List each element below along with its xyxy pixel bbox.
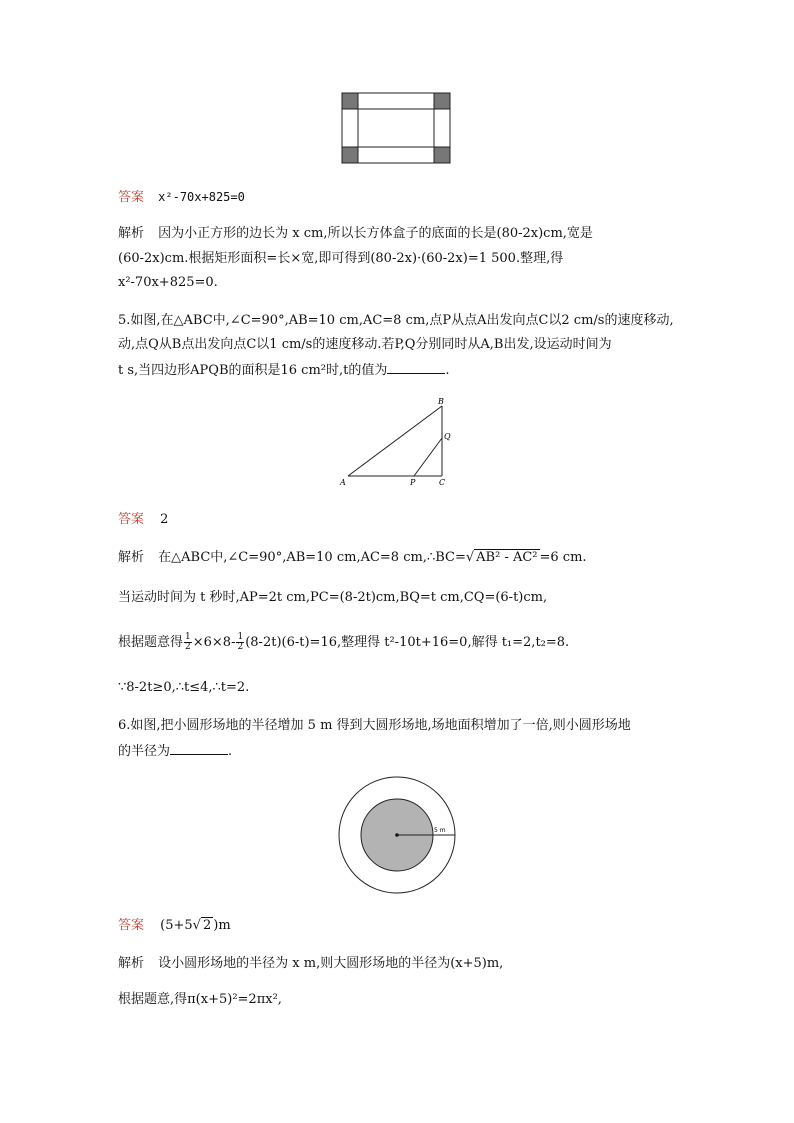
line3-c: (8-2t)(6-t)=16,整理得 t²-10t+16=0,解得 t₁=2,t₂=8. [245, 635, 570, 650]
answer-label: 答案 [118, 918, 145, 933]
sqrt-sign: √ [192, 918, 201, 933]
answer-sqrt: 2 [202, 918, 212, 933]
circles-figure [336, 774, 460, 898]
q5-answer [118, 512, 168, 528]
jiexi-text: 因为小正方形的边长为 x cm,所以长方体盒子的底面的长是(80-2x)cm,宽是 [158, 226, 593, 241]
jiexi-text-a: 在△ABC中,∠C=90°,AB=10 cm,AC=8 cm,∴BC= [158, 550, 466, 565]
stem-text: t s,当四边形APQB的面积是16 cm²时,t的值为 [118, 363, 388, 378]
box-net-figure [340, 92, 454, 166]
radius-label: 5 m [434, 827, 446, 834]
q5-stem-line1: 5.如图,在△ABC中,∠C=90°,AB=10 cm,AC=8 cm,点P从点A出发向点C以2 cm/s的速度移动, [118, 313, 674, 328]
jiexi-label: 解析 [118, 550, 145, 565]
q6-jiexi-line1 [118, 956, 503, 972]
stem-end: . [228, 744, 233, 759]
fraction-half-2 [236, 633, 244, 652]
q4-jiexi-line3: x²-70x+825=0. [118, 275, 218, 290]
answer-blank [387, 361, 445, 374]
frac-den: 2 [237, 642, 244, 652]
answer-value: x²-70x+825=0 [158, 190, 245, 204]
stem-text: 的半径为 [118, 744, 171, 759]
label-Q: Q [444, 432, 451, 441]
q5-line3 [118, 633, 569, 652]
frac-num: 1 [185, 632, 191, 642]
jiexi-text: 设小圆形场地的半径为 x m,则大圆形场地的半径为(x+5)m, [158, 956, 504, 971]
jiexi-label: 解析 [118, 956, 145, 971]
frac-num: 1 [237, 632, 244, 642]
q6-stem-line1: 6.如图,把小圆形场地的半径增加 5 m 得到大圆形场地,场地面积增加了一倍,则小圆形场地 [118, 718, 631, 733]
label-C: C [439, 478, 446, 487]
line3-b: ×6×8- [192, 635, 236, 650]
answer-label: 答案 [118, 512, 145, 527]
q5-stem-line2: 动,点Q从B点出发向点C以1 cm/s的速度移动.若P,Q分别同时从A,B出发,设运动时间为 [118, 337, 612, 352]
answer-b: )m [213, 918, 231, 933]
stem-end: . [445, 363, 450, 378]
jiexi-text-b: =6 cm. [539, 550, 587, 565]
line3-a: 根据题意得 [118, 635, 184, 650]
q5-line4: ∵8-2t≥0,∴t≤4,∴t=2. [118, 680, 250, 695]
answer-label: 答案 [118, 190, 145, 205]
jiexi-label: 解析 [118, 226, 145, 241]
q6-stem-line2 [118, 742, 232, 760]
q6-line2: 根据题意,得π(x+5)²=2πx², [118, 992, 282, 1007]
label-A: A [340, 478, 346, 487]
q4-jiexi-line2: (60-2x)cm.根据矩形面积=长×宽,即可得到(80-2x)·(60-2x)=1 500.整理,得 [118, 251, 564, 266]
sqrt-sign: √ [465, 550, 475, 565]
label-P: P [410, 478, 416, 487]
label-B: B [438, 397, 444, 406]
q5-stem-line3 [118, 361, 450, 379]
triangle-figure [336, 396, 466, 488]
answer-blank [170, 742, 228, 755]
fraction-half-1 [184, 633, 192, 652]
sqrt-content: AB² - AC² [476, 550, 538, 565]
q4-jiexi-line1 [118, 226, 593, 242]
q5-line2: 当运动时间为 t 秒时,AP=2t cm,PC=(8-2t)cm,BQ=t cm,CQ=(6-t)cm, [118, 590, 548, 605]
frac-den: 2 [185, 642, 191, 652]
q6-answer [118, 918, 231, 934]
q4-answer [118, 189, 245, 206]
answer-a: (5+5 [160, 918, 193, 933]
answer-value: 2 [160, 512, 169, 527]
q5-jiexi-line1 [118, 550, 587, 566]
